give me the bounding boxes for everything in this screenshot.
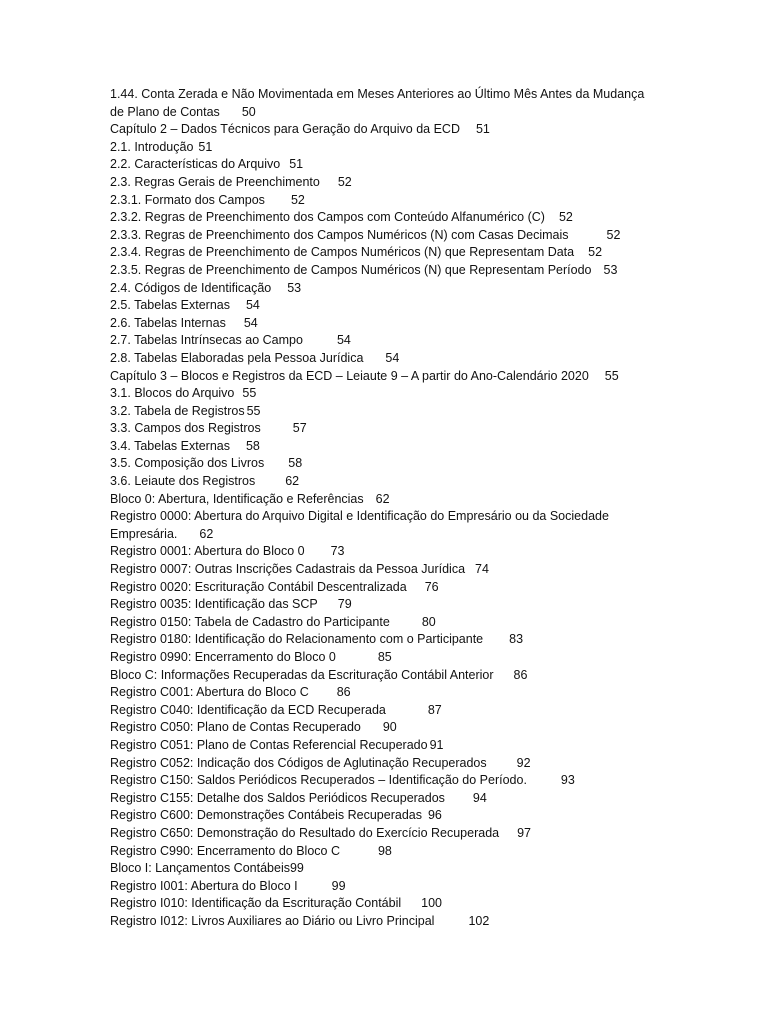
toc-entry-title: 2.3.1. Formato dos Campos — [110, 192, 265, 207]
toc-entry-title: 3.3. Campos dos Registros — [110, 421, 261, 436]
toc-entry-page: 55 — [242, 386, 257, 401]
toc-entry — [110, 913, 650, 931]
toc-entry-page: 55 — [604, 368, 619, 383]
toc-entry — [110, 825, 650, 843]
toc-entry — [110, 755, 650, 773]
toc-entry-title: Registro I012: Livros Auxiliares ao Diário ou Livro Principal — [110, 913, 435, 928]
toc-entry-title: Registro C040: Identificação da ECD Recuperada — [110, 702, 386, 717]
toc-entry-page: 54 — [336, 333, 351, 348]
toc-entry-title: Registro C990: Encerramento do Bloco C — [110, 843, 340, 858]
toc-entry-page: 94 — [472, 790, 487, 805]
toc-entry-title: Registro 0990: Encerramento do Bloco 0 — [110, 650, 336, 664]
toc-entry-page: 62 — [285, 474, 300, 489]
toc-entry-page: 52 — [337, 174, 352, 189]
toc-entry — [110, 843, 650, 861]
toc-entry-page: 87 — [427, 702, 442, 717]
toc-entry-title: Registro 0001: Abertura do Bloco 0 — [110, 544, 305, 559]
toc-entry-title: Registro C155: Detalhe dos Saldos Periódicos Recuperados — [110, 790, 445, 805]
toc-entry — [110, 737, 650, 755]
toc-entry — [110, 420, 650, 438]
toc-entry-page: 62 — [375, 491, 390, 506]
toc-entry-page: 52 — [606, 227, 621, 242]
toc-entry-page: 90 — [382, 720, 397, 735]
toc-entry-page: 80 — [421, 614, 436, 629]
toc-entry — [110, 139, 650, 157]
toc-entry — [110, 684, 650, 702]
toc-entry-title: Registro C600: Demonstrações Contábeis Recuperadas — [110, 808, 422, 823]
toc-entry — [110, 156, 650, 174]
toc-entry-title: 2.7. Tabelas Intrínsecas ao Campo — [110, 333, 303, 348]
toc-entry-page: 62 — [199, 526, 214, 541]
toc-entry — [110, 174, 650, 192]
toc-entry-page: 57 — [292, 421, 307, 436]
toc-entry — [110, 438, 650, 456]
toc-entry-title: 3.1. Blocos do Arquivo — [110, 386, 235, 401]
toc-entry — [110, 719, 650, 737]
toc-entry — [110, 209, 650, 227]
toc-entry — [110, 297, 650, 315]
toc-entry-page: 52 — [588, 245, 603, 260]
toc-entry — [110, 807, 650, 825]
toc-entry-title: 2.3.4. Regras de Preenchimento de Campos Numéricos (N) que Representam Data — [110, 245, 575, 260]
toc-entry-title: Capítulo 3 – Blocos e Registros da ECD – Leiaute 9 – A partir do Ano-Calendário 2020 — [110, 368, 589, 383]
toc-entry — [110, 702, 650, 720]
toc-entry-page: 55 — [246, 403, 261, 418]
toc-entry-title: Registro I001: Abertura do Bloco I — [110, 878, 298, 893]
toc-entry-page: 86 — [336, 685, 351, 700]
toc-entry-page: 96 — [427, 808, 442, 823]
toc-entry-page: 79 — [337, 597, 352, 612]
toc-entry — [110, 790, 650, 808]
toc-entry-page: 93 — [560, 773, 575, 788]
toc-entry-page: 52 — [558, 210, 573, 225]
toc-entry — [110, 772, 650, 790]
toc-entry-page: 73 — [330, 544, 345, 559]
toc-entry-title: Bloco 0: Abertura, Identificação e Referências — [110, 491, 364, 506]
toc-entry-page: 98 — [377, 843, 392, 858]
toc-entry — [110, 596, 650, 614]
toc-entry-page: 99 — [331, 878, 346, 893]
toc-entry-page: 54 — [243, 315, 258, 330]
toc-entry-title: 2.6. Tabelas Internas — [110, 315, 226, 330]
toc-entry — [110, 315, 650, 333]
toc-entry — [110, 403, 650, 421]
toc-entry-title: 1.44. Conta Zerada e Não Movimentada em Meses Anteriores ao Último Mês Antes da Mudança de Plano de Contas — [110, 87, 645, 119]
toc-entry — [110, 350, 650, 368]
toc-entry-page: 54 — [385, 350, 400, 365]
toc-entry — [110, 244, 650, 262]
toc-entry-page: 91 — [429, 737, 444, 752]
toc-entry-page: 76 — [424, 579, 439, 594]
toc-entry — [110, 579, 650, 597]
toc-entry-page: 92 — [516, 755, 531, 770]
toc-entry-page: 51 — [198, 139, 213, 154]
toc-entry-title: Registro 0035: Identificação das SCP — [110, 597, 318, 612]
toc-entry-page: 50 — [241, 104, 256, 119]
toc-entry-title: 3.6. Leiaute dos Registros — [110, 474, 256, 489]
toc-entry-page: 74 — [475, 562, 489, 577]
toc-entry-title: Registro 0180: Identificação do Relacionamento com o Participante — [110, 632, 484, 647]
toc-entry-title: Registro 0150: Tabela de Cadastro do Participante — [110, 614, 390, 629]
toc-entry-title: 2.3.2. Regras de Preenchimento dos Campos com Conteúdo Alfanumérico (C) — [110, 210, 545, 225]
toc-entry-title: Bloco C: Informações Recuperadas da Escrituração Contábil Anterior — [110, 667, 494, 682]
toc-entry — [110, 614, 650, 632]
toc-entry — [110, 192, 650, 210]
toc-entry-page: 102 — [468, 913, 490, 928]
table-of-contents — [110, 86, 650, 931]
toc-entry — [110, 473, 650, 491]
toc-entry-title: 3.2. Tabela de Registros — [110, 403, 245, 418]
toc-entry — [110, 631, 650, 649]
toc-entry — [110, 86, 650, 121]
toc-entry — [110, 649, 650, 667]
toc-entry — [110, 262, 650, 280]
toc-entry — [110, 491, 650, 509]
toc-entry-title: Registro 0000: Abertura do Arquivo Digital e Identificação do Empresário ou da Sociedade Empresária. — [110, 509, 609, 541]
toc-entry — [110, 332, 650, 350]
toc-entry-title: 2.1. Introdução — [110, 139, 194, 154]
toc-entry — [110, 227, 650, 245]
toc-entry — [110, 368, 650, 386]
toc-entry-title: 2.2. Características do Arquivo — [110, 157, 281, 172]
toc-entry — [110, 508, 650, 543]
toc-entry-page: 53 — [603, 262, 618, 277]
toc-entry-title: 2.5. Tabelas Externas — [110, 298, 230, 313]
toc-entry-title: Registro C051: Plano de Contas Referencial Recuperado — [110, 737, 428, 752]
toc-entry — [110, 543, 650, 561]
toc-entry — [110, 878, 650, 896]
toc-entry — [110, 385, 650, 403]
toc-entry-title: 2.3.3. Regras de Preenchimento dos Campos Numéricos (N) com Casas Decimais — [110, 227, 569, 242]
toc-entry-title: 2.8. Tabelas Elaboradas pela Pessoa Jurídica — [110, 350, 364, 365]
toc-entry-title: 2.3. Regras Gerais de Preenchimento — [110, 174, 320, 189]
toc-entry-title: 2.3.5. Regras de Preenchimento de Campos Numéricos (N) que Representam Período — [110, 262, 592, 277]
toc-entry-page: 52 — [290, 192, 305, 207]
toc-entry-title: 2.4. Códigos de Identificação — [110, 280, 272, 295]
toc-entry-page: 53 — [287, 280, 302, 295]
toc-entry-title: Registro 0007: Outras Inscrições Cadastrais da Pessoa Jurídica — [110, 562, 466, 577]
toc-entry-page: 100 — [421, 896, 442, 911]
toc-entry — [110, 667, 650, 685]
toc-entry-page: 83 — [509, 632, 524, 647]
toc-entry-title: Registro C052: Indicação dos Códigos de Aglutinação Recuperados — [110, 755, 487, 770]
toc-entry-title: Registro C001: Abertura do Bloco C — [110, 685, 309, 700]
toc-entry — [110, 561, 650, 579]
toc-entry — [110, 860, 650, 878]
toc-entry — [110, 895, 650, 913]
toc-entry-page: 54 — [245, 298, 260, 313]
toc-entry-title: Registro I010: Identificação da Escrituração Contábil — [110, 896, 402, 911]
toc-entry-title: Registro 0020: Escrituração Contábil Descentralizada — [110, 579, 407, 594]
toc-entry-page: 58 — [245, 438, 260, 453]
toc-entry-page: 51 — [475, 122, 490, 137]
toc-entry — [110, 455, 650, 473]
toc-entry — [110, 280, 650, 298]
toc-entry-title: 3.5. Composição dos Livros — [110, 456, 265, 471]
toc-entry-title: Capítulo 2 – Dados Técnicos para Geração do Arquivo da ECD — [110, 122, 460, 137]
toc-entry-page: 51 — [289, 157, 304, 172]
toc-entry — [110, 121, 650, 139]
toc-entry-title: Registro C650: Demonstração do Resultado do Exercício Recuperada — [110, 825, 500, 840]
toc-entry-page: 58 — [288, 456, 303, 471]
toc-entry-title: 3.4. Tabelas Externas — [110, 438, 230, 453]
toc-entry-page: 85 — [377, 650, 392, 664]
toc-entry-page: 97 — [517, 825, 532, 840]
toc-entry-page: 99 — [289, 861, 304, 876]
toc-entry-page: 86 — [513, 667, 528, 682]
toc-entry-title: Registro C150: Saldos Periódicos Recuperados – Identificação do Período. — [110, 773, 527, 788]
toc-entry-title: Bloco I: Lançamentos Contábeis — [110, 861, 290, 876]
toc-entry-title: Registro C050: Plano de Contas Recuperado — [110, 720, 361, 735]
